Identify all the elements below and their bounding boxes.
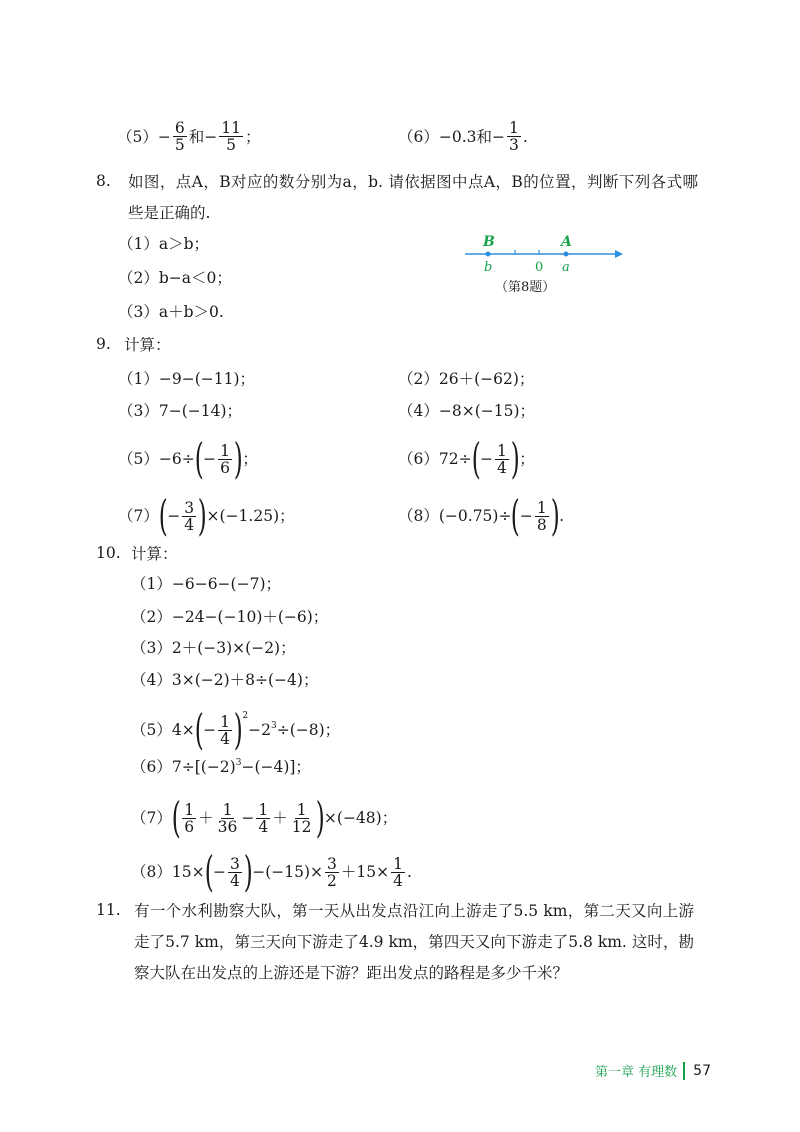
q9-item-4: （4）−8×(−15)； [398,402,536,420]
q10-item-1: （1）−6−6−(−7)； [131,575,281,593]
point-a [564,252,569,257]
left-paren: ( [171,793,181,842]
q8-item-1: （1）a＞b； [118,235,210,253]
q10-item-3: （3）2＋(−3)×(−2)； [131,639,296,657]
right-paren: ) [243,847,253,896]
left-paren: ( [158,491,168,540]
fraction: $\frac{1}{6}$ [220,441,230,477]
fraction: $\frac{11}{5}$ [221,119,241,154]
fraction: $\frac{1}{3}$ [509,119,519,154]
question-number: 8. [96,172,111,190]
right-paren: ) [197,491,207,540]
fraction: $\frac{1}{4}$ [258,800,269,836]
fraction: $\frac{1}{4}$ [220,712,230,748]
figure-caption: （第8题） [495,280,556,295]
q8-item-2: （2）b−a＜0； [118,269,232,287]
q9-item-6: （6） 72÷ ( − $\frac{1}{4}$ ) ； [398,434,535,483]
left-paren: ( [194,705,204,754]
divider [683,1062,685,1080]
label-B: B [483,234,495,250]
right-paren: ) [315,793,325,842]
q10-item-4: （4）3×(−2)＋8÷(−4)； [131,671,319,689]
question-title: 计算： [124,336,171,354]
question-number: 9. [96,335,111,353]
q10-item-2: （2）−24−(−10)＋(−6)； [131,608,329,626]
tick-label-b: b [484,260,493,275]
fraction: $\frac{3}{4}$ [184,498,195,534]
page-footer [595,1061,711,1080]
tick-label-0: 0 [535,260,544,275]
q9-item-7: （7） ( − $\frac{3}{4}$ ) ×(−1.25)； [118,491,295,540]
q10-item-7: （7） ( $\frac{1}{6}$ ＋ $\frac{1}{36}$ − $\frac{1}{4}$ ＋ $\frac{1}{12}$ ) ×(−48)； [131,793,398,842]
chapter-title: 第一章 有理数 [595,1065,678,1080]
tick-label-a: a [562,260,570,275]
right-paren: ) [233,434,243,483]
point-b [486,252,491,257]
question-text: 如图，点A，B对应的数分别为a，b. 请依据图中点A，B的位置，判断下列各式哪些是正确的. [128,173,698,222]
arrow-head-icon [615,250,623,258]
question-number: 10. [96,544,121,562]
fraction: $\frac{3}{4}$ [229,854,240,890]
left-paren: ( [204,847,214,896]
fraction: $\frac{1}{6}$ [184,800,195,836]
number-line-figure [455,230,630,300]
fraction: $\frac{1}{36}$ [217,800,238,836]
fraction: $\frac{3}{2}$ [327,854,337,890]
right-paren: ) [550,491,560,540]
fraction: $\frac{1}{4}$ [393,854,403,890]
q9-item-8: （8） (−0.75)÷ ( − $\frac{1}{8}$ ) . [398,491,565,540]
question-number: 11. [96,901,121,919]
fraction: $\frac{1}{12}$ [291,800,312,836]
left-paren: ( [194,434,204,483]
right-paren: ) [233,705,243,754]
fraction: $\frac{1}{4}$ [496,441,507,477]
question-title: 计算： [131,545,178,563]
left-paren: ( [471,434,481,483]
q10-item-6: （6） 7÷[(−2) $^3$ −(−4)]； [131,758,311,776]
page-number: 57 [693,1062,711,1079]
left-paren: ( [511,491,521,540]
q7-item-5: （5） − $\frac{6}{5}$ 和− $\frac{11}{5}$ ； [117,119,261,154]
label-A: A [561,234,572,250]
q10-item-8: （8） 15× ( − $\frac{3}{4}$ ) −(−15)× $\frac{3}{2}$ ＋15× $\frac{1}{4}$ . [131,847,412,896]
right-paren: ) [510,434,520,483]
q9-item-5: （5） −6÷ ( − $\frac{1}{6}$ ) ； [118,434,258,483]
q9-item-2: （2）26＋(−62)； [398,370,535,388]
q10-item-5: （5） 4× ( − $\frac{1}{4}$ ) $^2$ −2 $^3$ ÷(−8)； [131,705,341,754]
question-text: 有一个水利勘察大队，第一天从出发点沿江向上游走了5.5 km，第二天又向上游走了5.7 km，第三天向下游走了4.9 km，第四天又向下游走了5.8 km. 这时，勘察大队在出发点的上游还是下游？距出发点的路程是多少千米？ [134,902,694,982]
q9-item-1: （1）−9−(−11)； [118,370,256,388]
fraction: $\frac{6}{5}$ [174,119,185,154]
fraction: $\frac{1}{8}$ [536,498,547,534]
q9-item-3: （3）7−(−14)； [118,402,243,420]
q8-item-3: （3）a＋b＞0. [118,303,224,321]
q7-item-6: （6） −0.3和− $\frac{1}{3}$ . [398,119,528,154]
